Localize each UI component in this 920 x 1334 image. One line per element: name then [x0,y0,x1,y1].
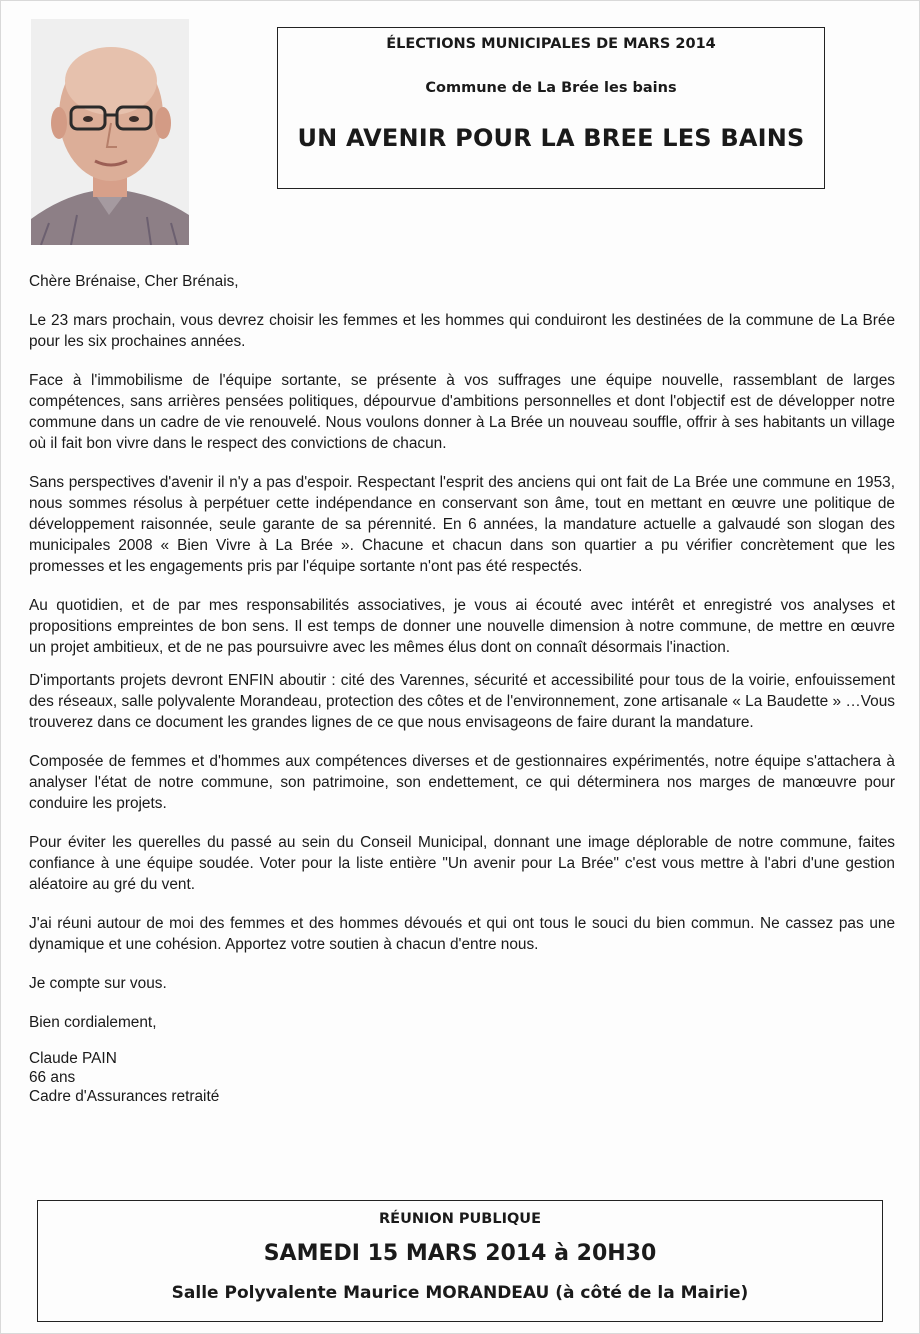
letter-body [29,271,895,1106]
meeting-date: SAMEDI 15 MARS 2014 à 20H30 [263,1241,657,1266]
paragraph-3: Sans perspectives d'avenir il n'y a pas d'espoir. Respectant l'esprit des anciens qui ont fait de La Brée une commune en 1953, nous sommes résolus à perpétuer cette indépendance en conservant son âme, tout en mettant en œuvre une politique de développement raisonnée, seule garante de sa pérennité. En 6 années, la mandature actuelle a galvaudé son slogan des municipales 2008 « Bien Vivre à La Brée ». Chacune et chacun dans son quartier a pu vérifier concrètement que les promesses et les engagements pris par l'équipe sortante n'ont pas été respectés. [29,474,895,575]
paragraph-7: Pour éviter les querelles du passé au sein du Conseil Municipal, donnant une image déplorable de notre commune, faites confiance à une équipe soudée. Voter pour la liste entière "Un avenir pour La Brée" c'est vous mettre à l'abri d'une gestion aléatoire au gré du vent. [29,834,895,893]
closing-line: Je compte sur vous. [29,975,167,992]
regards-line: Bien cordialement, [29,1014,157,1031]
paragraph-6: Composée de femmes et d'hommes aux compétences diverses et de gestionnaires expérimentés, notre équipe s'attachera à analyser l'état de notre commune, son patrimoine, son endettement, ce qui déterminera nos marges de manœuvre pour conduire les projets. [29,753,895,812]
title-box [277,27,825,189]
public-meeting-box [37,1200,883,1322]
paragraph-1: Le 23 mars prochain, vous devrez choisir les femmes et les hommes qui conduiront les destinées de la commune de La Brée pour les six prochaines années. [29,312,895,350]
paragraph-4: Au quotidien, et de par mes responsabilités associatives, je vous ai écouté avec intérêt et enregistré vos analyses et propositions empreintes de bon sens. Il est temps de donner une nouvelle dimension à notre commune, de mettre en œuvre un projet ambitieux, et de ne pas poursuivre avec les mêmes élus dont on connaît désormais l'inaction. [29,597,895,656]
paragraph-8: J'ai réuni autour de moi des femmes et des hommes dévoués et qui ont tous le souci du bien commun. Ne cassez pas une dynamique et une cohésion. Apportez votre soutien à chacun d'entre nous. [29,915,895,953]
meeting-location: Salle Polyvalente Maurice MORANDEAU (à côté de la Mairie) [171,1283,749,1303]
commune-name: Commune de La Brée les bains [425,80,677,96]
signature-title: Cadre d'Assurances retraité [29,1088,220,1105]
election-heading: ÉLECTIONS MUNICIPALES DE MARS 2014 [386,36,716,52]
signature-age: 66 ans [29,1069,76,1086]
signature-block [29,1049,895,1106]
meeting-heading: RÉUNION PUBLIQUE [379,1211,541,1227]
salutation: Chère Brénaise, Cher Brénais, [29,273,239,290]
list-title: UN AVENIR POUR LA BREE LES BAINS [297,124,805,152]
paragraph-5: D'importants projets devront ENFIN aboutir : cité des Varennes, sécurité et accessibilité pour tous de la voirie, enfouissement des réseaux, salle polyvalente Morandeau, protection des côtes et de l'environnement, zone artisanale « La Baudette » …Vous trouverez dans ce document les grandes lignes de ce que nous envisageons de faire durant la mandature. [29,672,895,731]
portrait-illustration [31,19,189,245]
signature-name: Claude PAIN [29,1050,117,1067]
paragraph-2: Face à l'immobilisme de l'équipe sortante, se présente à vos suffrages une équipe nouvelle, rassemblant de larges compétences, sans arrières pensées politiques, dépourvue d'ambitions personnelles et dont l'objectif est de développer notre commune dans un cadre de vie renouvelé. Nous voulons donner à La Brée un nouveau souffle, offrir à ses habitants un village où il fait bon vivre dans le respect des convictions de chacun. [29,372,895,452]
candidate-photo [31,19,189,245]
